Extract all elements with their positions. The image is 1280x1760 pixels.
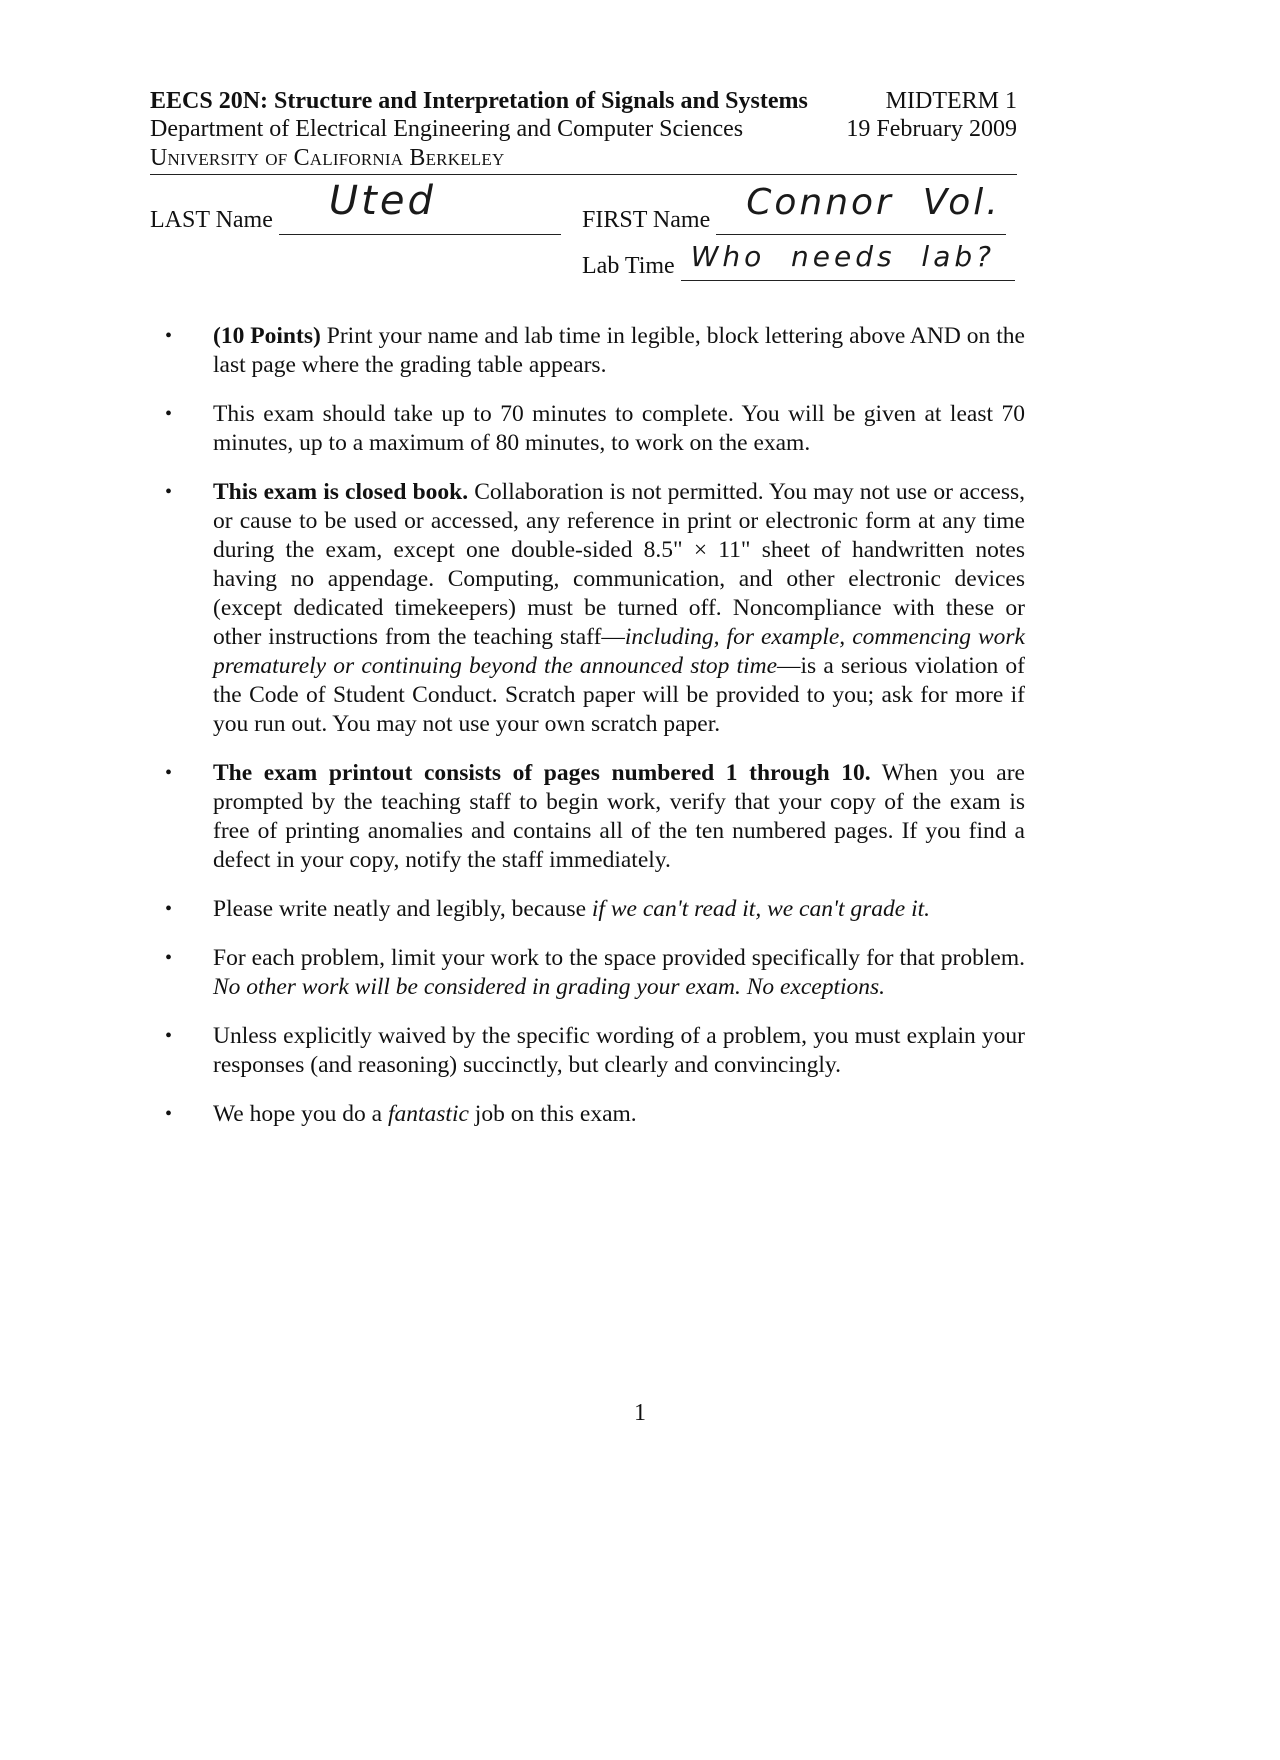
- first-name-blank[interactable]: [716, 182, 1006, 235]
- bullet-icon: •: [165, 762, 173, 784]
- university: University of California Berkeley: [150, 145, 505, 171]
- first-name-label: FIRST Name: [582, 207, 711, 233]
- lab-time-handwriting: Who needs lab?: [690, 240, 995, 273]
- instruction-item: • The exam printout consists of pages numbered 1 through 10. When you are prompted by the teaching staff to begin work, verify that your copy of the exam is free of printing anomalies and contains all of the ten numbered pages. If you find a defect in your copy, notify the staff immediately.: [165, 760, 1025, 873]
- bullet-icon: •: [165, 1025, 173, 1047]
- lab-time-field: [582, 240, 1015, 281]
- instruction-item: • Unless explicitly waived by the specific wording of a problem, you must explain your responses (and reasoning) succinctly, but clearly and convincingly.: [165, 1023, 1025, 1078]
- instruction-item: • For each problem, limit your work to the space provided specifically for that problem. No other work will be considered in grading your exam. No exceptions.: [165, 945, 1025, 1000]
- instructions-list: [165, 322, 1026, 1149]
- course-title: EECS 20N: Structure and Interpretation of Signals and Systems: [150, 88, 808, 114]
- points-label: (10 Points): [213, 323, 321, 349]
- bullet-icon: •: [165, 1103, 173, 1125]
- bullet-icon: •: [165, 325, 173, 347]
- bullet-icon: •: [165, 403, 173, 425]
- bullet-icon: •: [165, 947, 173, 969]
- instruction-item: • (10 Points) Print your name and lab time in legible, block lettering above AND on the last page where the grading table appears.: [165, 323, 1025, 378]
- lab-time-blank[interactable]: [681, 240, 1015, 281]
- header-row-2: [150, 114, 1017, 144]
- exam-name: MIDTERM 1: [885, 88, 1017, 114]
- first-name-field: [582, 182, 1006, 235]
- instruction-item: • We hope you do a fantastic job on this exam.: [165, 1101, 637, 1127]
- department: Department of Electrical Engineering and Computer Sciences: [150, 116, 744, 142]
- instruction-item: • This exam is closed book. Collaboration is not permitted. You may not use or access, or cause to be used or accessed, any reference in print or electronic form at any time during the exam, except one double-sided 8.5" × 11" sheet of handwritten notes having no appendage. Computing, communication, and other electronic devices (except dedicated timekeepers) must be turned off. Noncompliance with these or other instructions from the teaching staff—including, for example, commencing work prematurely or continuing beyond the announced stop time—is a serious violation of the Code of Student Conduct. Scratch paper will be provided to you; ask for more if you run out. You may not use your own scratch paper.: [165, 479, 1026, 737]
- last-name-field: [150, 178, 561, 235]
- last-name-handwriting: Uted: [328, 178, 436, 224]
- page-number: 1: [634, 1400, 646, 1426]
- header-row-3: [150, 143, 1017, 173]
- lab-time-label: Lab Time: [582, 253, 675, 279]
- bullet-icon: •: [165, 898, 173, 920]
- first-name-handwriting: Connor Vol.: [746, 182, 1001, 223]
- last-name-blank[interactable]: [279, 178, 561, 235]
- header-row-1: [150, 86, 1017, 116]
- last-name-label: LAST Name: [150, 207, 273, 233]
- header-divider: [150, 174, 1017, 175]
- exam-date: 19 February 2009: [846, 116, 1017, 142]
- instruction-item: • This exam should take up to 70 minutes to complete. You will be given at least 70 minutes, up to a maximum of 80 minutes, to work on the exam.: [165, 401, 1025, 456]
- bullet-icon: •: [165, 481, 173, 503]
- instruction-item: • Please write neatly and legibly, because if we can't read it, we can't grade it.: [165, 896, 931, 922]
